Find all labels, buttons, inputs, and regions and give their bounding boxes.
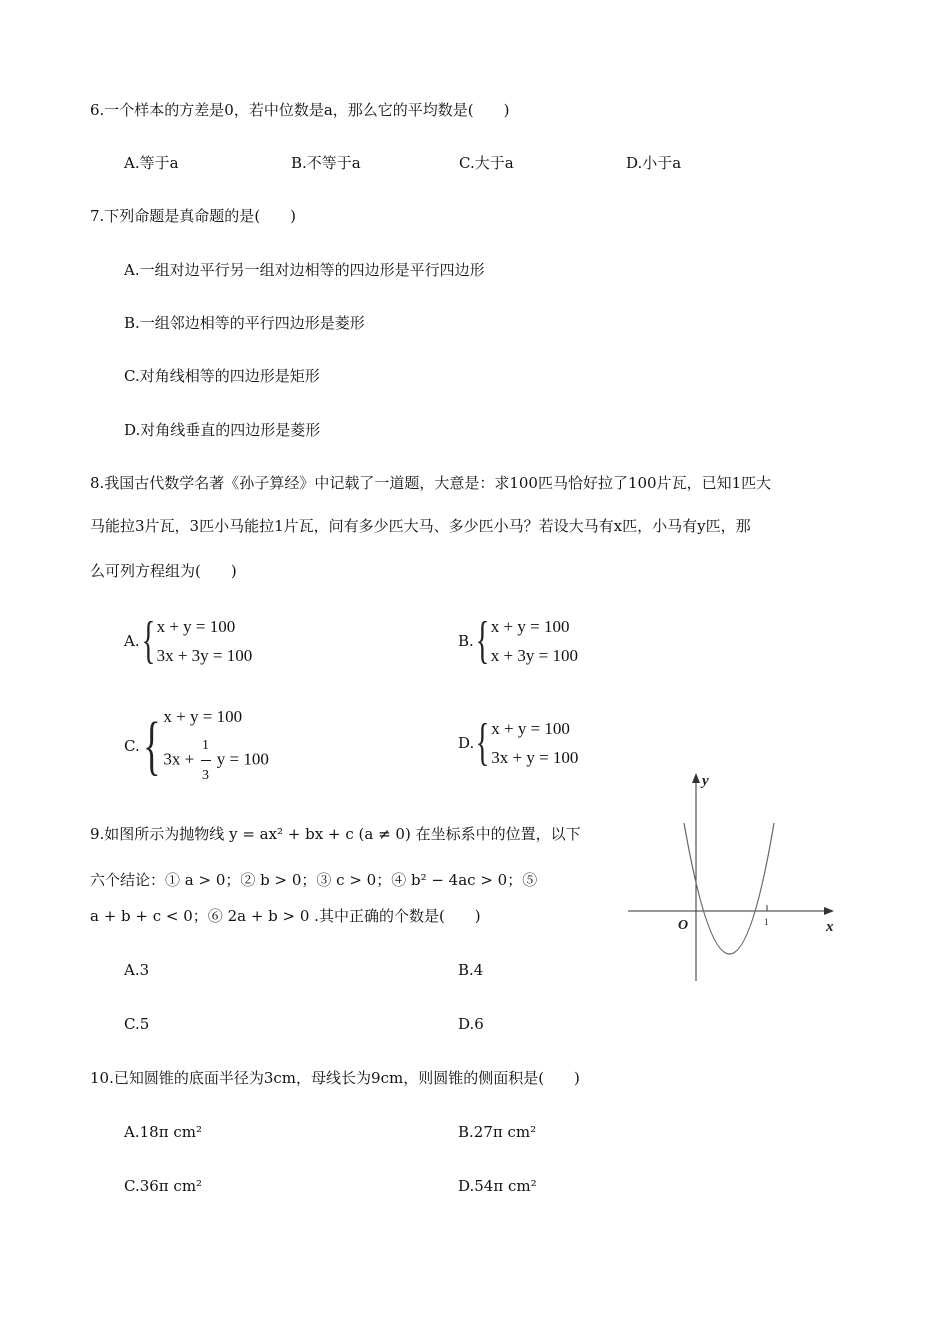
option-label: A. bbox=[124, 632, 140, 650]
brace-icon: { bbox=[475, 612, 490, 669]
equation: x + 3y = 100 bbox=[490, 646, 578, 665]
q7-stem: 7.下列命题是真命题的是( ) bbox=[90, 207, 297, 225]
equation: 3x + y = 100 bbox=[491, 748, 579, 767]
q9-option-b: B.4 bbox=[458, 961, 484, 979]
q6-option-a: A.等于a bbox=[124, 154, 179, 172]
q10-option-b: B.27π cm² bbox=[458, 1123, 537, 1141]
fraction: $\frac{1}{3}$ bbox=[202, 738, 209, 783]
q9-option-c: C.5 bbox=[124, 1015, 150, 1033]
q7-option-c: C.对角线相等的四边形是矩形 bbox=[124, 367, 320, 385]
q8-option-c bbox=[124, 702, 269, 790]
parabola-curve bbox=[684, 823, 774, 954]
q8-stem-line2: 马能拉3片瓦，3匹小马能拉1片瓦，问有多少匹大马、多少匹小马？若设大马有x匹，小马有y匹，那 bbox=[90, 517, 751, 535]
q7-option-d: D.对角线垂直的四边形是菱形 bbox=[124, 421, 321, 439]
tick-label: 1 bbox=[764, 917, 769, 927]
x-axis-arrow-icon bbox=[824, 907, 834, 915]
y-axis-label: y bbox=[702, 773, 709, 789]
origin-label: O bbox=[678, 918, 689, 933]
q7-option-a: A.一组对边平行另一组对边相等的四边形是平行四边形 bbox=[124, 261, 485, 279]
q8-stem-line1: 8.我国古代数学名著《孙子算经》中记载了一道题，大意是：求100匹马恰好拉了100片瓦，已知1匹大 bbox=[90, 474, 772, 492]
q10-stem: 10.已知圆锥的底面半径为3cm，母线长为9cm，则圆锥的侧面积是( ) bbox=[90, 1069, 580, 1087]
q8-option-b bbox=[458, 612, 578, 670]
brace-icon: { bbox=[475, 714, 490, 771]
q10-option-c: C.36π cm² bbox=[124, 1177, 203, 1195]
option-label: C. bbox=[124, 737, 140, 755]
parabola-graph bbox=[620, 765, 850, 990]
equation: 3x + $\frac{1}{3}$ y = 100 bbox=[163, 731, 268, 790]
q6-option-d: D.小于a bbox=[626, 154, 682, 172]
q6-option-b: B.不等于a bbox=[291, 154, 361, 172]
q9-option-a: A.3 bbox=[124, 961, 150, 979]
q10-option-a: A.18π cm² bbox=[124, 1123, 202, 1141]
equation: x + y = 100 bbox=[491, 719, 570, 738]
option-label: D. bbox=[458, 734, 475, 752]
brace-icon: { bbox=[142, 709, 161, 782]
q8-option-a bbox=[124, 612, 252, 670]
q8-stem-line3: 么可列方程组为( ) bbox=[90, 562, 237, 580]
option-label: B. bbox=[458, 632, 474, 650]
q8-option-d bbox=[458, 714, 578, 772]
q9-option-d: D.6 bbox=[458, 1015, 484, 1033]
equation: x + y = 100 bbox=[163, 707, 243, 726]
q9-stem-line3: a + b + c < 0；⑥ 2a + b > 0 .其中正确的个数是( ) bbox=[90, 907, 481, 925]
q10-option-d: D.54π cm² bbox=[458, 1177, 537, 1195]
q6-option-c: C.大于a bbox=[459, 154, 514, 172]
x-axis-label: x bbox=[826, 919, 834, 935]
brace-icon: { bbox=[141, 612, 155, 669]
q9-stem-line2: 六个结论：① a > 0；② b > 0；③ c > 0；④ b² − 4ac > 0；⑤ bbox=[90, 871, 538, 889]
equation: 3x + 3y = 100 bbox=[156, 646, 253, 665]
equation: x + y = 100 bbox=[156, 617, 236, 636]
q9-stem-line1: 9.如图所示为抛物线 y = ax² + bx + c (a ≠ 0) 在坐标系中的位置，以下 bbox=[90, 825, 581, 843]
q6-stem: 6.一个样本的方差是0，若中位数是a，那么它的平均数是( ) bbox=[90, 101, 510, 119]
y-axis-arrow-icon bbox=[692, 773, 700, 783]
equation: x + y = 100 bbox=[490, 617, 570, 636]
q7-option-b: B.一组邻边相等的平行四边形是菱形 bbox=[124, 314, 365, 332]
